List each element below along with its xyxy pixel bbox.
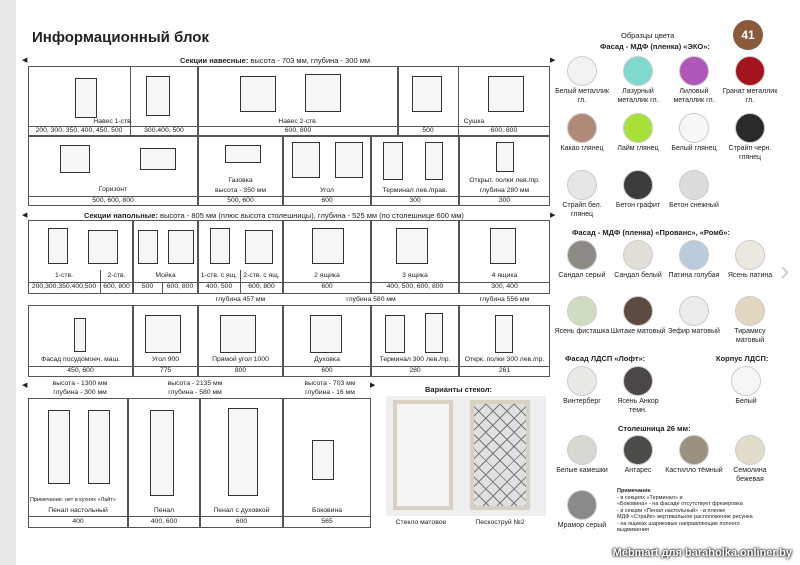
horizont-cabinet-2 <box>140 148 176 170</box>
gas-cabinet <box>225 145 261 163</box>
floor-item-size: 600, 800 <box>166 283 194 290</box>
wall-item-label: Газовка <box>228 177 253 184</box>
base-2door-drawer <box>245 230 273 264</box>
base-3drawers <box>396 228 428 264</box>
wall-item-label: Горизонт <box>98 186 128 193</box>
base-1door <box>48 228 68 264</box>
page-title: Информационный блок <box>32 29 209 46</box>
glass-label: Стекло матовое <box>395 519 447 526</box>
color-swatch <box>679 56 709 86</box>
color-swatch <box>735 113 765 143</box>
base-1door-drawer <box>210 228 230 264</box>
note-line: МДФ «Страйп» вертикальное расположение рисунка <box>617 514 753 520</box>
floor-item-label: 2 ящика <box>314 272 340 279</box>
corner1000-cabinet <box>220 315 256 353</box>
floor-item-size: 775 <box>159 367 172 374</box>
color-swatch <box>623 240 653 270</box>
wall-item-size: 300 <box>498 197 511 204</box>
color-swatch <box>623 170 653 200</box>
cabinet-1door-glass <box>146 76 170 116</box>
tall-countertop-cabinet-open <box>88 410 110 484</box>
tall-item-size: 400 <box>72 518 84 525</box>
color-swatch <box>623 113 653 143</box>
color-swatch-label: Страйп черн. глянец <box>728 145 772 161</box>
floor-item-label: Фасад посудомоеч. маш. <box>41 356 120 363</box>
note-title: Примечание <box>617 488 651 494</box>
color-swatch-label: Бетон графит <box>615 202 661 209</box>
page-number-badge: 41 <box>733 20 763 50</box>
top-title: Столешница 26 мм: <box>618 424 691 433</box>
tall-height-3: высота - 703 мм <box>304 380 356 387</box>
horizont-cabinet <box>60 145 90 173</box>
color-swatch-label: Лазурный металлик гл. <box>617 88 659 104</box>
floor-item-size: 261 <box>498 367 511 374</box>
wall-item-label: Угол <box>320 187 334 194</box>
corner900-cabinet <box>145 315 181 353</box>
wall-item-size: 200, 300, 350, 400, 450, 500 <box>35 127 123 134</box>
left-page-edge <box>0 0 16 565</box>
color-swatch-label: Белый металлик гл. <box>555 88 609 104</box>
color-swatch-label: Бетон снежный <box>669 202 719 209</box>
floor-item-size: 600 <box>321 283 333 290</box>
wall-item-label: Открыт. полки лев./пр. <box>469 177 540 184</box>
tall-oven-cabinet <box>228 408 258 496</box>
arrow-right-icon: ▶ <box>550 57 556 64</box>
tall-countertop-cabinet <box>48 410 70 484</box>
floor-item-label: Прямой угол 1000 <box>212 356 269 363</box>
arrow-right-icon: ▶ <box>550 212 556 219</box>
floor-item-label: Мойка <box>155 272 176 279</box>
color-swatch-label: Лайм глянец <box>617 145 659 152</box>
floor-header-bold: Секции напольные: <box>84 211 158 220</box>
korpus-title: Корпус ЛДСП: <box>716 354 769 363</box>
floor-item-size: 200,300,350,400,500 <box>31 283 97 290</box>
wall-item-size: 500 <box>422 127 434 134</box>
floor-item-size: 280 <box>409 367 421 374</box>
wall-item-size: 500, 600 <box>227 197 254 204</box>
color-swatch-label: Ясень Анкор темн. <box>617 398 659 414</box>
floor-item-size: 600 <box>321 367 333 374</box>
wall-item-size: 500, 600, 800 <box>92 197 134 204</box>
arrow-right-icon: ▶ <box>370 382 376 389</box>
wall-item-label: Сушка <box>463 118 485 125</box>
base-2door <box>88 230 118 264</box>
open300-cabinet <box>495 315 513 353</box>
tall-item-label: Пенал с духовкой <box>213 507 270 514</box>
floor-item-label: Терминал 300 лев./пр. <box>379 356 451 363</box>
color-swatch-label: Патина голубая <box>668 272 720 279</box>
tall-item-label: Боковина <box>311 507 342 514</box>
floor-item-label: 4 ящика <box>491 272 518 279</box>
wall-item-size: 600 <box>321 197 333 204</box>
glass-matte-door <box>393 400 453 510</box>
wall-item-size: 600, 800 <box>284 127 312 134</box>
color-swatch-label: Гранат металлик гл. <box>722 88 778 104</box>
color-swatch-label: Сандал серый <box>558 272 606 279</box>
cabinet-1door <box>75 78 97 118</box>
color-swatch <box>567 240 597 270</box>
wall-item-size: 600, 800 <box>490 127 518 134</box>
color-swatch-label: Семолина бежевая <box>733 467 767 483</box>
color-swatch-label: Зефир матовый <box>668 328 720 335</box>
color-swatch <box>679 240 709 270</box>
floor-item-size: 600, 800 <box>103 283 130 290</box>
color-swatch <box>567 113 597 143</box>
color-swatch <box>679 435 709 465</box>
oven-cabinet <box>310 315 342 353</box>
color-swatch <box>567 366 597 396</box>
colors-note <box>617 488 777 534</box>
arrow-left-icon: ◀ <box>22 382 28 389</box>
tall-note: Примечание: нет в кухнях «Лайт» <box>30 497 116 503</box>
tall-depth-3: глубина - 16 мм <box>305 389 355 396</box>
color-swatch-label: Винтерберг <box>563 398 601 405</box>
color-swatch <box>735 435 765 465</box>
dryer-cabinet-2 <box>488 76 524 112</box>
color-swatch-label: Тирамису матовый <box>734 328 766 344</box>
color-swatch-label: Белый глянец <box>671 145 717 152</box>
cabinet-2door <box>240 76 276 112</box>
color-swatch-label: Ясень патина <box>727 272 773 279</box>
color-swatch <box>679 113 709 143</box>
tall-depth-1: глубина - 300 мм <box>53 389 107 396</box>
terminal300-cabinet <box>385 315 405 353</box>
floor-item-size: 300, 400 <box>491 283 518 290</box>
floor-item-size: 400, 500, 600, 800 <box>386 283 444 290</box>
terminal-cabinet-open <box>425 142 443 180</box>
floor-item-size: 800 <box>234 367 247 374</box>
color-swatch <box>567 170 597 200</box>
sink-1door <box>138 230 158 264</box>
color-swatch-label: Ясень фисташка <box>554 328 610 335</box>
color-swatch <box>735 296 765 326</box>
wall-item-sub: высота - 350 мм <box>214 187 267 194</box>
floor-item-label: 2-ств. <box>107 272 126 279</box>
tall-item-size: 600 <box>235 518 248 525</box>
open-shelf-cabinet <box>496 142 514 172</box>
color-swatch <box>735 240 765 270</box>
floor-item-size: 400, 500 <box>205 283 233 290</box>
color-swatch-label: Белые камешки <box>556 467 608 474</box>
color-swatch <box>623 56 653 86</box>
depth-note: глубина 556 мм <box>479 296 530 303</box>
arrow-left-icon: ◀ <box>22 57 28 64</box>
floor-item-label: 3 ящика <box>402 272 428 279</box>
wall-item-label: Навес 2-ств. <box>278 118 318 125</box>
color-swatch <box>731 366 761 396</box>
base-2drawers <box>312 228 344 264</box>
wall-header <box>180 56 370 65</box>
glass-sandblast-door <box>470 400 530 510</box>
wall-item-sub: глубина 280 мм <box>479 187 530 194</box>
colors-title: Образцы цвета <box>621 31 675 40</box>
eco-title: Фасад - МДФ (пленка) «ЭКО»: <box>600 42 710 51</box>
note-line: - в секциях «Терминал» и <box>617 494 683 501</box>
tall-item-label: Пенал настольный <box>48 507 108 514</box>
color-swatch <box>679 170 709 200</box>
side-panel <box>312 440 334 480</box>
depth-note: глубина 457 мм <box>215 296 266 303</box>
sink-2door <box>168 230 194 264</box>
next-page-chevron-icon[interactable]: › <box>780 255 790 286</box>
floor-item-size: 450, 600 <box>67 367 94 374</box>
wall-header-bold: Секции навесные: <box>180 56 249 65</box>
wall-item-label: Терминал лев./прав. <box>382 187 448 194</box>
note-line: - на ящиках шариковые направляющие полного <box>617 520 740 527</box>
note-line: - в секции «Пенал настольный» - в пленке <box>617 507 726 514</box>
floor-header <box>84 211 464 220</box>
color-swatch <box>679 296 709 326</box>
tall-item-label: Пенал <box>153 507 175 514</box>
floor-header-text: высота - 805 мм (плюс высота столешницы), глубина - 525 мм (по столешнице 600 мм) <box>157 211 464 220</box>
tall-height-2: высота - 2135 мм <box>167 380 223 387</box>
color-swatch <box>567 296 597 326</box>
floor-item-label: Открк. полки 300 лев./пр. <box>464 356 545 363</box>
color-swatch <box>623 435 653 465</box>
arrow-left-icon: ◀ <box>22 212 28 219</box>
color-swatch-label: Какао глянец <box>560 145 604 152</box>
loft-title: Фасад ЛДСП «Лофт»: <box>565 354 646 363</box>
color-swatch <box>623 366 653 396</box>
wall-item-size: 300,400, 500 <box>144 127 184 134</box>
dryer-cabinet <box>412 76 442 112</box>
base-4drawers <box>490 228 516 264</box>
color-swatch-label: Кастилло тёмный <box>665 467 723 474</box>
color-swatch-label: Шитаке матовый <box>610 328 666 335</box>
corner-cabinet <box>292 142 320 178</box>
terminal300-open <box>425 313 443 353</box>
cabinet-2door-glass <box>305 74 341 112</box>
glass-label: Пескоструй №2 <box>475 519 525 526</box>
provans-title: Фасад - МДФ (пленка) «Прованс», «Ромб»: <box>572 228 730 237</box>
terminal-cabinet <box>383 142 403 180</box>
tall-item-size: 565 <box>321 518 333 525</box>
color-swatch <box>623 296 653 326</box>
glass-title: Варианты стекол: <box>425 385 492 394</box>
floor-item-label: 1-ств. с ящ. <box>200 272 238 279</box>
note-line: «Боковина» - на фасаде отсутствует фрезеровка <box>617 501 743 507</box>
color-swatch-label: Лиловый металлик гл. <box>673 88 715 104</box>
depth-note: глубина 580 мм <box>346 296 396 303</box>
color-swatch-label: Сандал белый <box>614 272 662 279</box>
wall-item-label: Навес 1-ств. <box>93 118 133 125</box>
color-swatch-label: Мрамор серый <box>557 522 607 529</box>
color-swatch-label: Белый <box>735 398 757 405</box>
floor-item-size: 500 <box>141 283 154 290</box>
tall-pencil-cabinet <box>150 410 174 496</box>
floor-item-label: Духовка <box>314 356 340 363</box>
wall-item-size: 300 <box>409 197 421 204</box>
tall-item-size: 400, 600 <box>150 518 178 525</box>
floor-item-size: 600, 800 <box>248 283 275 290</box>
color-swatch-label: Страйп бел. глянец <box>562 202 602 218</box>
footer-watermark: Mebmart для baraholka.onliner.by <box>612 547 792 559</box>
corner-cabinet-open <box>335 142 363 178</box>
note-line: выдвижения <box>617 527 649 533</box>
floor-item-label: Угол 900 <box>151 356 180 363</box>
divider <box>28 516 371 517</box>
wall-header-text: высота - 703 мм, глубина - 300 мм <box>248 56 371 65</box>
dishwasher-facade <box>74 318 86 352</box>
color-swatch <box>735 56 765 86</box>
color-swatch-label: Антарес <box>624 467 652 474</box>
color-swatch <box>567 56 597 86</box>
color-swatch <box>567 490 597 520</box>
tall-depth-2: глубина - 580 мм <box>168 389 222 396</box>
tall-height-1: высота - 1300 мм <box>52 380 108 387</box>
color-swatch <box>567 435 597 465</box>
floor-item-label: 1-ств. <box>54 272 74 279</box>
floor-item-label: 2-ств. с ящ. <box>243 272 280 279</box>
